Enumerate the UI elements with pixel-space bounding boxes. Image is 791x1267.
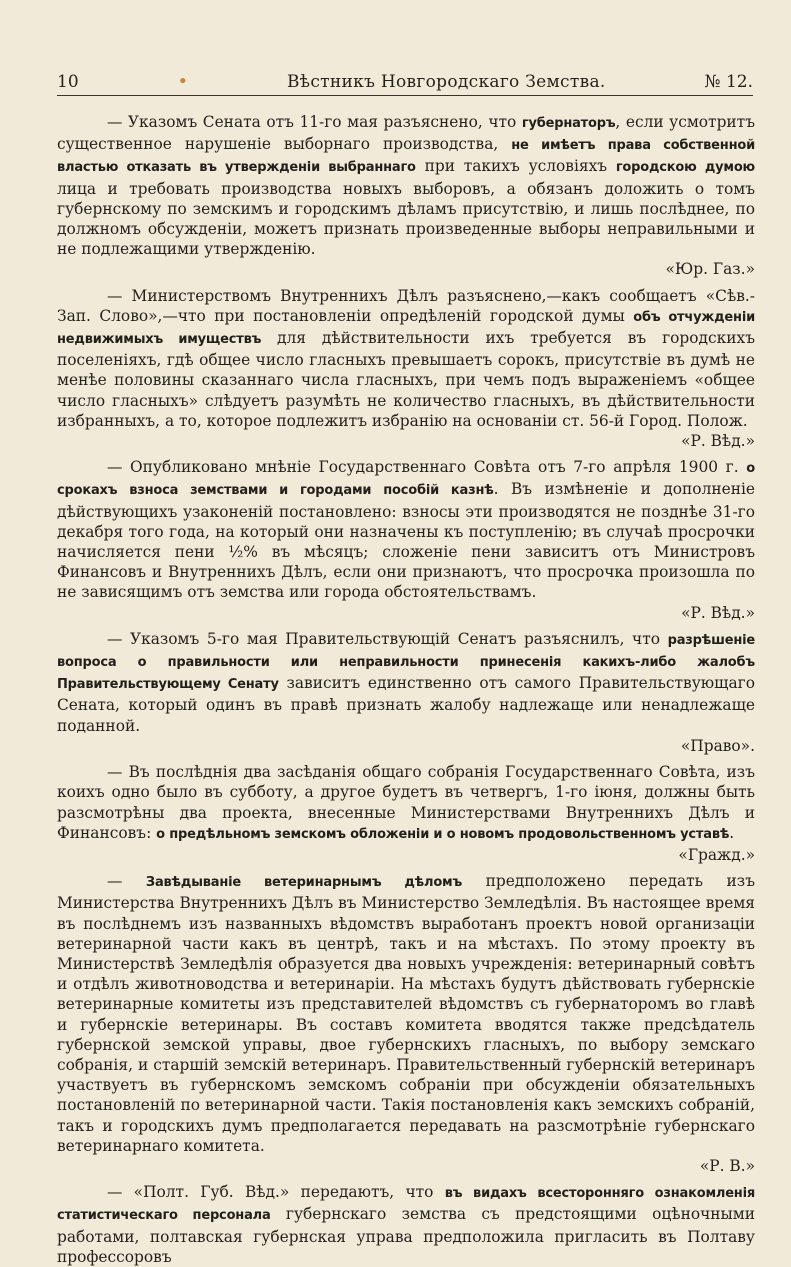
paragraph-text: — Въ послѣднія два засѣданія общаго собранія Государственнаго Совѣта, изъ коихъ одно было въ субботу, а другое будетъ въ четвергъ, 1-го іюня, должны быть разсмотрѣны два проекта, внесенные Министерствами Внутреннихъ Дѣлъ и Финансовъ: [57,763,755,842]
paragraph-text: для дѣйствительности ихъ требуется въ городскихъ поселеніяхъ, гдѣ общее число гласныхъ превышаетъ сорокъ, присутствіе въ думѣ не менѣе половины сказаннаго числа гласныхъ, при чемъ подъ выраженіемъ «общее число гласныхъ» слѣдуетъ разумѣть не количество гласныхъ, въ дѣйствительности избранныхъ, а то, которое подлежитъ избранію на основаніи ст. 56-й Город. Полож. [57,329,755,430]
page-number: 10 [57,72,79,92]
source-citation: «Р. Вѣд.» [681,603,755,622]
source-citation: «Р. Вѣд.» [681,432,755,451]
ornament-dot-icon: • [177,71,189,92]
paragraph-text: — Указомъ Сената отъ 11-го мая разъяснено, что [107,113,522,131]
paragraph-text: лица и требовать производства новыхъ выборовъ, а обязанъ доложить о томъ губернскому по земскимъ и городскимъ дѣламъ присутствію, и лишь послѣднее, по должномъ обсужденіи, можетъ признать произведенные выборы неправильными и не подлежащими утвержденію. [57,179,755,259]
paragraph-text: — «Полт. Губ. Вѣд.» передаютъ, что [107,1183,445,1202]
news-paragraph [57,457,755,623]
source-citation: «Право». [680,736,755,755]
emphasized-text: губернаторъ [521,116,616,131]
running-header [57,66,753,92]
article-body [57,112,755,1267]
source-citation: «Гражд.» [678,845,755,864]
news-paragraph [57,112,755,280]
emphasized-text: объ отчужденіи недвижимыхъ имуществъ [57,309,755,348]
emphasized-text: о срокахъ взноса земствами и городами пособій казнѣ [57,461,755,499]
news-paragraph [57,871,755,1176]
paragraph-text: — Министерствомъ Внутреннихъ Дѣлъ разъяснено,—какъ сообщаетъ «Сѣв.-Зап. Слово»,—что при постановленіи опредѣленій городской думы [57,286,755,325]
emphasized-text: городскою думою [615,160,755,176]
emphasized-text: не имѣетъ права собственной властью отказать въ утвержденіи выбраннаго [57,138,755,176]
paragraph-text: зависитъ единственно отъ самого Правительствующаго Сената, который одинъ въ правѣ признать жалобу надлежаще или ненадлежаще поданной. [57,674,755,735]
paragraph-text: предположено передать изъ Министерства Внутреннихъ Дѣлъ въ Министерство Земледѣлія. Въ настоящее время въ послѣднемъ изъ названныхъ вѣдомствъ выработанъ проектъ новой организаціи ветеринарной части какъ въ центрѣ, такъ и на мѣстахъ. По этому проекту въ Министерствѣ Земледѣлія образуется два новыхъ учрежденія: ветеринарный совѣтъ и отдѣлъ животноводства и ветеринаріи. На мѣстахъ будутъ дѣйствовать губернскіе ветеринарные комитеты изъ представителей вѣдомствъ съ губернаторомъ во главѣ и губернскіе ветеринары. Въ составъ комитета вводятся также предсѣдатель губернской земской управы, двое губернскихъ гласныхъ, по выбору земскаго собранія, и старшій земскій ветеринаръ. Правительственный губернскій ветеринаръ участвуетъ въ губернскомъ земскомъ собраніи при обсужденіи обязательныхъ постановленій по ветеринарной части. Такія постановленія какъ земскихъ собраній, такъ и городскихъ думъ предполагается передавать на разсмотрѣніе губернскаго ветеринарнаго комитета. [57,872,755,1155]
paragraph-text: — [107,872,146,891]
paragraph-text: — Указомъ 5-го мая Правительствующій Сенатъ разъяснилъ, что [107,629,668,648]
emphasized-text: разрѣшеніе вопроса о правильности или неправильности принесенія какихъ-либо жалобъ Правительствующему Сенату [57,632,755,693]
emphasized-text: въ видахъ всесторонняго ознакомленія статистическаго персонала [57,1186,755,1224]
paragraph-text: губернскаго земства съ предстоящими оцѣночными работами, полтавская губернская управа предположила пригласить въ Полтаву профессоровъ [57,1205,756,1266]
header-rule [57,95,753,96]
news-paragraph [57,629,755,756]
emphasized-text: Завѣдываніе ветеринарнымъ дѣломъ [145,875,463,891]
paragraph-text: . Въ измѣненіе и дополненіе дѣйствующихъ узаконеній постановлено: взносы эти производятся не позднѣе 31-го декабря того года, на который они назначены къ поступленію; въ случаѣ просрочки начисляется пени ½% въ мѣсяцъ; сложеніе пени зависитъ отъ Министровъ Финансовъ и Внутреннихъ Дѣлъ, если они признаютъ, что просрочка произошла по не зависящимъ отъ земства или города обстоятельствамъ. [57,480,756,602]
emphasized-text: о предѣльномъ земскомъ обложеніи и о новомъ продовольственномъ уставѣ [156,826,730,842]
news-paragraph [57,1182,755,1267]
paragraph-text: . [729,823,735,842]
source-citation: «Юр. Газ.» [665,260,755,279]
news-paragraph [57,762,755,865]
paragraph-text: — Опубликовано мнѣніе Государственнаго Совѣта отъ 7-го апрѣля 1900 г. [107,458,747,477]
journal-title: Вѣстникъ Новгородскаго Земства. [287,72,606,92]
paragraph-text: , если усмотритъ существенное нарушеніе выборнаго производства, [57,113,755,154]
source-citation: «Р. В.» [699,1156,755,1175]
news-paragraph [57,286,755,452]
paragraph-text: при такихъ условіяхъ [415,157,616,176]
issue-number: № 12. [704,72,753,92]
